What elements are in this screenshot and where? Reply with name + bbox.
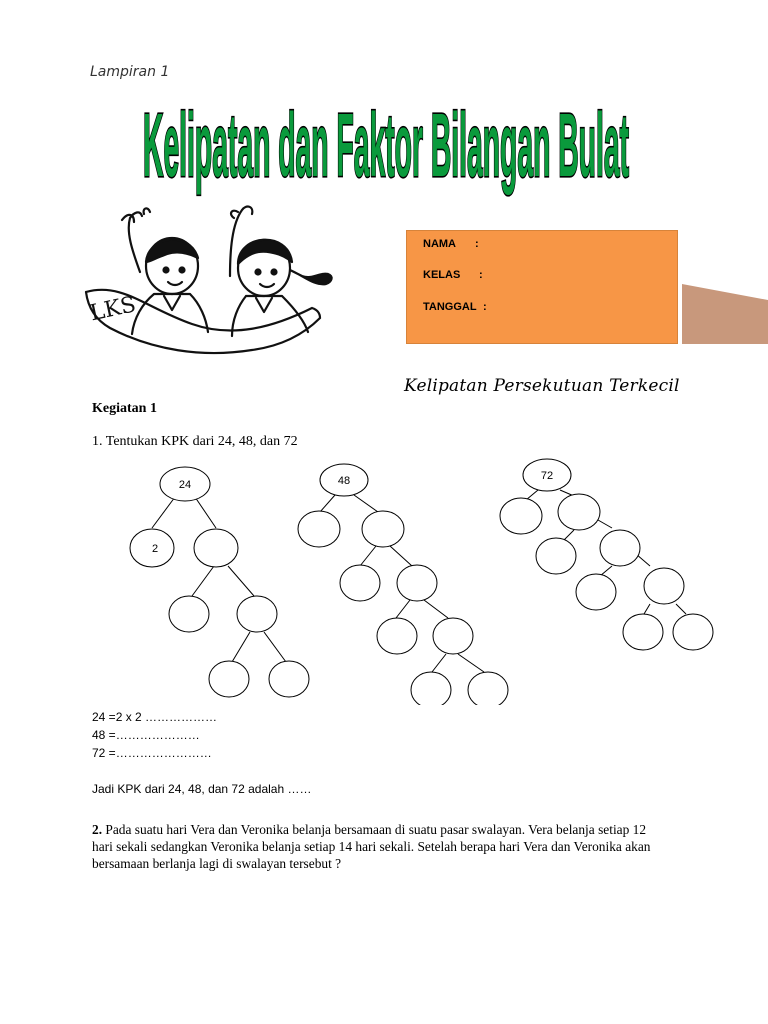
factor-tree-72: [500, 459, 713, 650]
tree-node[interactable]: [194, 529, 238, 567]
tree-node[interactable]: [536, 538, 576, 574]
name-label: NAMA: [423, 238, 456, 250]
factor-tree-24: [130, 467, 309, 697]
question-2-line-3: bersamaan berlanja lagi di swalayan tersebut ?: [92, 856, 342, 871]
tree-node[interactable]: [377, 618, 417, 654]
tree-node[interactable]: [362, 511, 404, 547]
date-field[interactable]: [423, 301, 487, 313]
factorization-72: 72 =……………………: [92, 746, 212, 760]
students-illustration: [82, 200, 342, 362]
tree-root-label: 48: [337, 475, 351, 487]
tree-node[interactable]: [269, 661, 309, 697]
tree-node[interactable]: [169, 596, 209, 632]
tree-node[interactable]: [209, 661, 249, 697]
tree-root-label: 72: [540, 470, 554, 482]
class-colon: :: [479, 269, 483, 281]
activity-heading: Kegiatan 1: [92, 401, 157, 416]
factor-trees: [0, 455, 768, 705]
lks-label: LKS: [87, 292, 139, 327]
conclusion-text: Jadi KPK dari 24, 48, dan 72 adalah ……: [92, 782, 312, 796]
tree-child-label: 2: [151, 543, 159, 555]
factor-tree-48: [298, 464, 508, 705]
tree-node[interactable]: [340, 565, 380, 601]
tree-node[interactable]: [576, 574, 616, 610]
student-identity-box: [406, 230, 678, 344]
worksheet-title: [136, 96, 636, 214]
tree-node[interactable]: [397, 565, 437, 601]
tree-node[interactable]: [623, 614, 663, 650]
factorization-24: 24 =2 x 2 ………………: [92, 710, 218, 724]
tree-root-label: 24: [178, 479, 192, 491]
tree-node[interactable]: [500, 498, 542, 534]
tree-node[interactable]: [237, 596, 277, 632]
section-title: Kelipatan Persekutuan Terkecil: [404, 376, 680, 396]
appendix-label: Lampiran 1: [90, 64, 170, 80]
worksheet-title-text: Kelipatan dan Faktor Bilangan Bulat: [143, 96, 629, 196]
tree-node[interactable]: [600, 530, 640, 566]
tree-node[interactable]: [558, 494, 600, 530]
question-2-number: 2.: [92, 822, 103, 837]
question-2-text-1: Pada suatu hari Vera dan Veronika belanja bersamaan di suatu pasar swalayan. Vera belanja setiap 12: [105, 822, 647, 837]
tree-node[interactable]: [644, 568, 684, 604]
date-colon: :: [483, 301, 487, 313]
tree-node[interactable]: [673, 614, 713, 650]
tree-node[interactable]: [433, 618, 473, 654]
question-1: 1. Tentukan KPK dari 24, 48, dan 72: [92, 434, 298, 449]
name-field[interactable]: [423, 238, 479, 250]
class-label: KELAS: [423, 269, 461, 281]
tree-node[interactable]: [468, 672, 508, 705]
question-2-line-2: hari sekali sedangkan Veronika belanja setiap 14 hari sekali. Setelah berapa hari Vera dan Veronika akan: [92, 839, 651, 854]
question-2: [92, 821, 692, 872]
factorization-48: 48 =…………………: [92, 728, 200, 742]
tree-node[interactable]: [411, 672, 451, 705]
date-label: TANGGAL: [423, 301, 477, 313]
name-colon: :: [475, 238, 479, 250]
class-field[interactable]: [423, 269, 483, 281]
decorative-corner-shape: [680, 282, 768, 344]
question-2-line-1: [92, 821, 692, 838]
tree-node[interactable]: [298, 511, 340, 547]
